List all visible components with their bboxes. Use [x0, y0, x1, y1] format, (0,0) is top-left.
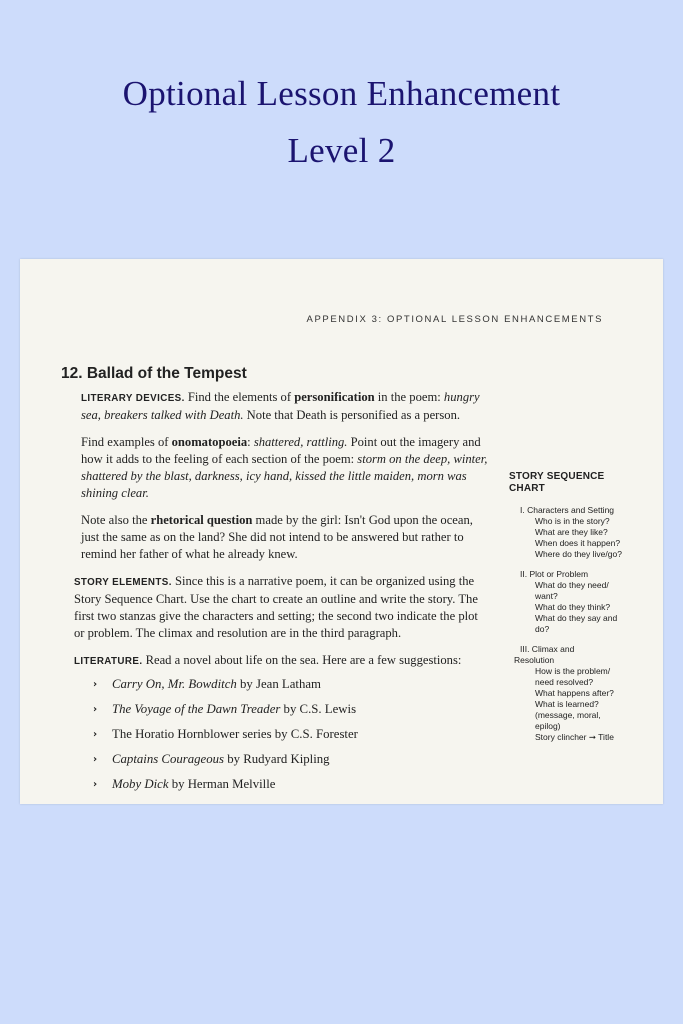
- text-run: Note also the: [81, 513, 151, 527]
- story-elements-paragraph: [74, 573, 491, 642]
- literary-devices-label: LITERARY DEVICES.: [81, 393, 185, 404]
- book-author: by Herman Melville: [168, 777, 276, 791]
- chart-item: Story clincher ➞ Title: [535, 732, 614, 742]
- book-list: [81, 676, 491, 793]
- story-elements-label: STORY ELEMENTS.: [74, 577, 172, 588]
- chevron-right-icon: ›: [93, 679, 98, 690]
- chart-item: do?: [535, 624, 550, 634]
- onomatopoeia-paragraph: [81, 434, 491, 502]
- book-title: The Horatio Hornblower series by C.S. Forester: [112, 727, 358, 741]
- text-run: Find examples of: [81, 435, 172, 449]
- text-run: Point out the imagery and how it adds to the feeling of each section of the poem:: [81, 435, 481, 466]
- text-run: Since this is a narrative poem, it can be organized using the Story Sequence Chart. Use the chart to create an outline and write the story. The first two stanzas give the characters and setting; the second two indicate the plot or problem. The climax and resolution are in the third paragraph.: [74, 574, 478, 640]
- bleed-through-text: [565, 379, 568, 394]
- book-title: The Voyage of the Dawn Treader: [112, 702, 281, 716]
- banner-title-line2: Level 2: [287, 131, 396, 170]
- chart-item: What do they think?: [535, 602, 611, 612]
- chart-item: What do they say and: [535, 613, 618, 623]
- running-head: APPENDIX 3: OPTIONAL LESSON ENHANCEMENTS: [306, 314, 603, 325]
- example-text: storm on the deep, winter, shattered by the blast, darkness, icy hand, kissed the little maiden, morn was shining clear.: [81, 452, 488, 500]
- literature-paragraph: [74, 652, 491, 670]
- book-page-photo: [20, 259, 663, 804]
- chart-section: [509, 644, 629, 743]
- book-title: Captains Courageous: [112, 752, 224, 766]
- chart-item: What is learned?: [535, 699, 599, 709]
- term-personification: personification: [294, 390, 375, 404]
- book-title: Moby Dick: [112, 777, 169, 791]
- chart-title: [509, 471, 629, 495]
- term-onomatopoeia: onomatopoeia: [171, 435, 248, 449]
- literature-label: LITERATURE.: [74, 656, 143, 667]
- example-text: hungry sea, breakers talked with Death.: [81, 390, 480, 422]
- section-title: 12. Ballad of the Tempest: [61, 365, 247, 382]
- list-item: [93, 701, 491, 718]
- book-author: by Jean Latham: [236, 677, 321, 691]
- text-run: Find the elements of: [184, 390, 295, 404]
- chart-section: [509, 505, 629, 560]
- literary-devices-paragraph: [81, 389, 491, 424]
- chevron-right-icon: ›: [93, 704, 98, 715]
- text-run: Read a novel about life on the sea. Here are a few suggestions:: [142, 653, 462, 667]
- chart-item: What happens after?: [535, 688, 614, 698]
- text-run: in the poem:: [374, 390, 444, 404]
- banner-title-line1: Optional Lesson Enhancement: [122, 74, 561, 113]
- example-text: shattered, rattling.: [253, 435, 348, 449]
- chart-title-line: CHART: [509, 483, 545, 494]
- chart-item: When does it happen?: [535, 538, 621, 548]
- chart-section-head: I. Characters and Setting: [520, 505, 615, 515]
- chart-item: need resolved?: [535, 677, 594, 687]
- chart-item: (message, moral,: [535, 710, 601, 720]
- chart-item: What do they need/: [535, 580, 609, 590]
- text-run: :: [247, 435, 254, 449]
- chart-item: Who is in the story?: [535, 516, 610, 526]
- list-item: [93, 676, 491, 693]
- chart-section-head: III. Climax and: [520, 644, 575, 654]
- chart-section: [509, 569, 629, 635]
- book-title: Carry On, Mr. Bowditch: [112, 677, 237, 691]
- chart-item: What are they like?: [535, 527, 608, 537]
- list-item: [93, 751, 491, 768]
- chart-item: How is the problem/: [535, 666, 611, 676]
- chevron-right-icon: ›: [93, 729, 98, 740]
- list-item: [93, 776, 491, 793]
- chart-item: epilog): [535, 721, 561, 731]
- story-sequence-chart: [509, 471, 629, 752]
- text-run: Note that Death is personified as a person.: [243, 408, 461, 422]
- book-author: by Rudyard Kipling: [224, 752, 330, 766]
- list-item: [93, 726, 491, 743]
- chart-title-line: STORY SEQUENCE: [509, 471, 605, 482]
- main-column: [74, 389, 491, 801]
- chart-item: Where do they live/go?: [535, 549, 622, 559]
- text-run: made by the girl: Isn't God upon the ocean, just the same as on the land? She did not intend to be answered but rather to remind her father of what he already knew.: [81, 513, 473, 561]
- chevron-right-icon: ›: [93, 779, 98, 790]
- chevron-right-icon: ›: [93, 754, 98, 765]
- chart-section-head: II. Plot or Problem: [520, 569, 589, 579]
- term-rhetorical-question: rhetorical question: [150, 513, 253, 527]
- rhetorical-paragraph: [81, 512, 491, 563]
- chart-item: want?: [535, 591, 558, 601]
- chart-section-head: Resolution: [514, 655, 555, 665]
- book-author: by C.S. Lewis: [280, 702, 357, 716]
